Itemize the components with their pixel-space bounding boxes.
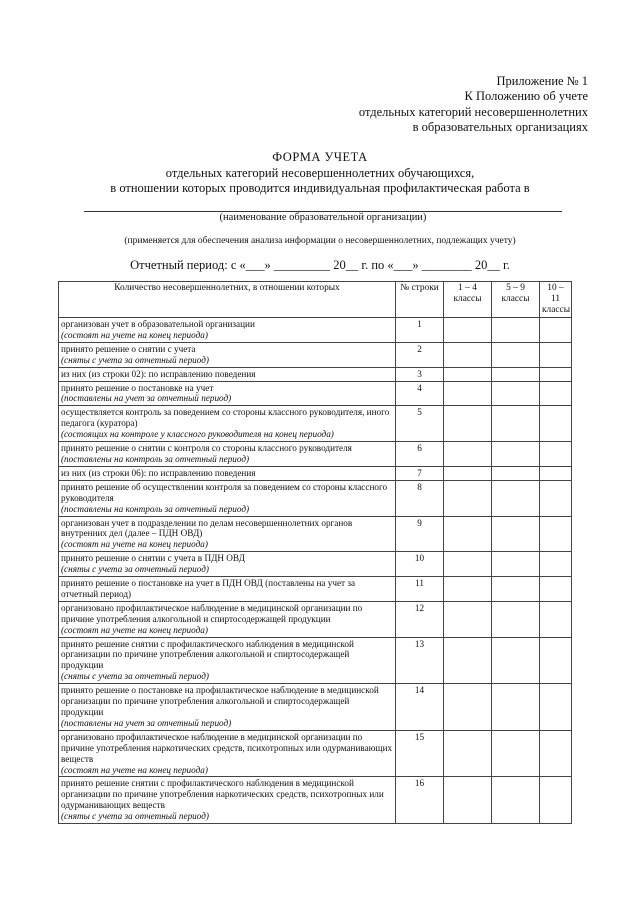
table-row <box>59 552 572 577</box>
row-text: из них (из строки 02): по исправлению поведения <box>61 368 256 379</box>
row-number: 13 <box>396 637 444 684</box>
grades-10-11-cell[interactable] <box>540 684 572 731</box>
row-text: принято решение об осуществлении контроля за поведением со стороны классного руководителя <box>61 481 388 503</box>
table-row <box>59 318 572 343</box>
grades-10-11-cell[interactable] <box>540 601 572 637</box>
row-description <box>59 516 396 552</box>
appendix-line: в образовательных организациях <box>412 119 588 134</box>
row-number: 3 <box>396 367 444 381</box>
row-description <box>59 342 396 367</box>
grades-5-9-cell[interactable] <box>492 601 540 637</box>
grades-5-9-cell[interactable] <box>492 381 540 406</box>
row-description <box>59 466 396 480</box>
row-text: организован учет в образовательной организации <box>61 319 255 329</box>
grades-1-4-cell[interactable] <box>444 367 492 381</box>
grades-1-4-cell[interactable] <box>444 381 492 406</box>
grades-5-9-cell[interactable] <box>492 637 540 684</box>
table-row <box>59 516 572 552</box>
row-note: (состоят на учете на конец периода) <box>61 539 208 550</box>
grades-1-4-cell[interactable] <box>444 730 492 777</box>
row-number: 14 <box>396 684 444 731</box>
reporting-period: Отчетный период: с «___» _________ 20__ г. по «___» ________ 20__ г. <box>130 258 510 272</box>
grades-1-4-cell[interactable] <box>444 342 492 367</box>
row-description <box>59 637 396 684</box>
appendix-line: Приложение № 1 <box>496 74 588 88</box>
grades-1-4-cell[interactable] <box>444 601 492 637</box>
row-text: принято решение снятии с профилактического наблюдения в медицинской организации по причине употребления наркотических средств, психотропных или одурманивающих веществ <box>61 778 384 811</box>
applies-note: (применяется для обеспечения анализа информации о несовершеннолетних, подлежащих учету) <box>124 236 516 246</box>
grades-10-11-cell[interactable] <box>540 730 572 777</box>
grades-5-9-cell[interactable] <box>492 552 540 577</box>
grades-5-9-cell[interactable] <box>492 777 540 824</box>
row-text: принято решение снятии с профилактического наблюдения в медицинской организации по причине употребления алкогольной и спиртосодержащей продукции <box>61 638 354 671</box>
row-description <box>59 730 396 777</box>
appendix-line: К Положению об учете <box>464 89 588 104</box>
row-description <box>59 777 396 824</box>
organization-name-caption: (наименование образовательной организации) <box>219 212 427 223</box>
table-row <box>59 342 572 367</box>
row-text: принято решение о постановке на профилактическое наблюдение в медицинской организации по причине употребления алкогольной и спиртосодержащей продукции <box>61 685 379 717</box>
row-description <box>59 318 396 343</box>
grades-10-11-cell[interactable] <box>540 442 572 467</box>
grades-10-11-cell[interactable] <box>540 516 572 552</box>
grades-1-4-cell[interactable] <box>444 318 492 343</box>
form-subtitle-line2: в отношении которых проводится индивидуальная профилактическая работа в <box>110 181 530 195</box>
row-text: принято решение о снятии с учета в ПДН ОВД <box>61 553 245 564</box>
header-row-number: № строки <box>396 282 444 318</box>
row-description <box>59 442 396 467</box>
table-row <box>59 577 572 602</box>
row-description <box>59 480 396 516</box>
grades-5-9-cell[interactable] <box>492 577 540 602</box>
table-row <box>59 637 572 684</box>
table-row <box>59 601 572 637</box>
grades-1-4-cell[interactable] <box>444 466 492 480</box>
grades-1-4-cell[interactable] <box>444 406 492 442</box>
grades-10-11-cell[interactable] <box>540 342 572 367</box>
form-heading: ФОРМА УЧЕТА <box>272 150 368 164</box>
row-text: принято решение о постановке на учет в ПДН ОВД (поставлены на учет за отчетный период) <box>61 578 356 599</box>
row-number: 7 <box>396 466 444 480</box>
row-note: (состоящих на контроле у классного руководителя на конец периода) <box>61 429 334 440</box>
row-number: 12 <box>396 601 444 637</box>
table-row <box>59 442 572 467</box>
grades-10-11-cell[interactable] <box>540 318 572 343</box>
grades-1-4-cell[interactable] <box>444 516 492 552</box>
grades-5-9-cell[interactable] <box>492 684 540 731</box>
row-description <box>59 406 396 442</box>
row-text: принято решение о снятии с учета <box>61 343 196 354</box>
grades-10-11-cell[interactable] <box>540 777 572 824</box>
grades-5-9-cell[interactable] <box>492 730 540 777</box>
table-row <box>59 466 572 480</box>
row-note: (состоят на учете на конец периода) <box>61 624 208 635</box>
row-number: 5 <box>396 406 444 442</box>
row-text: организовано профилактическое наблюдение в медицинской организации по причине употребления алкогольной и спиртосодержащей продукции <box>61 602 363 624</box>
appendix-block <box>359 74 588 135</box>
row-number: 2 <box>396 342 444 367</box>
grades-10-11-cell[interactable] <box>540 577 572 602</box>
row-note: (состоят на учете на конец периода) <box>61 764 208 775</box>
row-description <box>59 684 396 731</box>
row-note: (сняты с учета за отчетный период) <box>61 671 209 682</box>
table-row <box>59 730 572 777</box>
header-grades-10-11: 10 – 11 классы <box>540 282 572 318</box>
row-description <box>59 367 396 381</box>
row-description <box>59 577 396 602</box>
row-number: 10 <box>396 552 444 577</box>
grades-1-4-cell[interactable] <box>444 577 492 602</box>
row-number: 4 <box>396 381 444 406</box>
grades-5-9-cell[interactable] <box>492 466 540 480</box>
table-row <box>59 684 572 731</box>
row-number: 9 <box>396 516 444 552</box>
grades-10-11-cell[interactable] <box>540 480 572 516</box>
grades-1-4-cell[interactable] <box>444 480 492 516</box>
grades-1-4-cell[interactable] <box>444 777 492 824</box>
grades-10-11-cell[interactable] <box>540 406 572 442</box>
table-row <box>59 367 572 381</box>
row-text: осуществляется контроль за поведением со стороны классного руководителя, иного педагога (куратора) <box>61 407 390 429</box>
grades-5-9-cell[interactable] <box>492 367 540 381</box>
table-row <box>59 480 572 516</box>
grades-10-11-cell[interactable] <box>540 637 572 684</box>
grades-1-4-cell[interactable] <box>444 442 492 467</box>
row-text: из них (из строки 06): по исправлению поведения <box>61 467 256 478</box>
grades-5-9-cell[interactable] <box>492 342 540 367</box>
row-note: (состоят на учете на конец периода) <box>61 329 208 340</box>
table-row <box>59 381 572 406</box>
grades-1-4-cell[interactable] <box>444 552 492 577</box>
row-number: 15 <box>396 730 444 777</box>
row-text: принято решение о постановке на учет <box>61 382 214 393</box>
form-title <box>0 150 640 197</box>
header-grades-5-9: 5 – 9 классы <box>492 282 540 318</box>
table-header-row <box>59 282 572 318</box>
appendix-line: отдельных категорий несовершеннолетних <box>358 104 588 119</box>
table-row <box>59 777 572 824</box>
grades-5-9-cell[interactable] <box>492 480 540 516</box>
header-description: Количество несовершеннолетних, в отношении которых <box>59 282 396 318</box>
row-description <box>59 552 396 577</box>
row-number: 8 <box>396 480 444 516</box>
grades-5-9-cell[interactable] <box>492 406 540 442</box>
row-description <box>59 381 396 406</box>
row-number: 16 <box>396 777 444 824</box>
grades-5-9-cell[interactable] <box>492 516 540 552</box>
grades-1-4-cell[interactable] <box>444 637 492 684</box>
row-number: 6 <box>396 442 444 467</box>
row-note: (поставлены на учет за отчетный период) <box>61 393 232 404</box>
grades-5-9-cell[interactable] <box>492 442 540 467</box>
grades-10-11-cell[interactable] <box>540 367 572 381</box>
row-note: (поставлены на контроль за отчетный период) <box>61 503 250 514</box>
row-note: (поставлены на контроль за отчетный период) <box>61 453 250 464</box>
row-text: организован учет в подразделении по делам несовершеннолетних органов внутренних дел (далее – ПДН ОВД) <box>61 517 353 539</box>
row-text: организовано профилактическое наблюдение в медицинской организации по причине употребления наркотических средств, психотропных или одурманивающих веществ <box>61 731 393 764</box>
grades-5-9-cell[interactable] <box>492 318 540 343</box>
grades-10-11-cell[interactable] <box>540 552 572 577</box>
report-table <box>58 281 572 824</box>
form-subtitle-line1: отдельных категорий несовершеннолетних обучающихся, <box>165 165 475 180</box>
row-note: (поставлены на учет за отчетный период) <box>61 717 232 728</box>
row-text: принято решение о снятии с контроля со стороны классного руководителя <box>61 443 352 454</box>
row-note: (сняты с учета за отчетный период) <box>61 354 209 365</box>
grades-1-4-cell[interactable] <box>444 684 492 731</box>
row-description <box>59 601 396 637</box>
header-grades-1-4: 1 – 4 классы <box>444 282 492 318</box>
row-note: (сняты с учета за отчетный период) <box>61 811 209 822</box>
grades-10-11-cell[interactable] <box>540 466 572 480</box>
table-row <box>59 406 572 442</box>
row-number: 1 <box>396 318 444 343</box>
row-note: (сняты с учета за отчетный период) <box>61 564 209 575</box>
row-number: 11 <box>396 577 444 602</box>
grades-10-11-cell[interactable] <box>540 381 572 406</box>
